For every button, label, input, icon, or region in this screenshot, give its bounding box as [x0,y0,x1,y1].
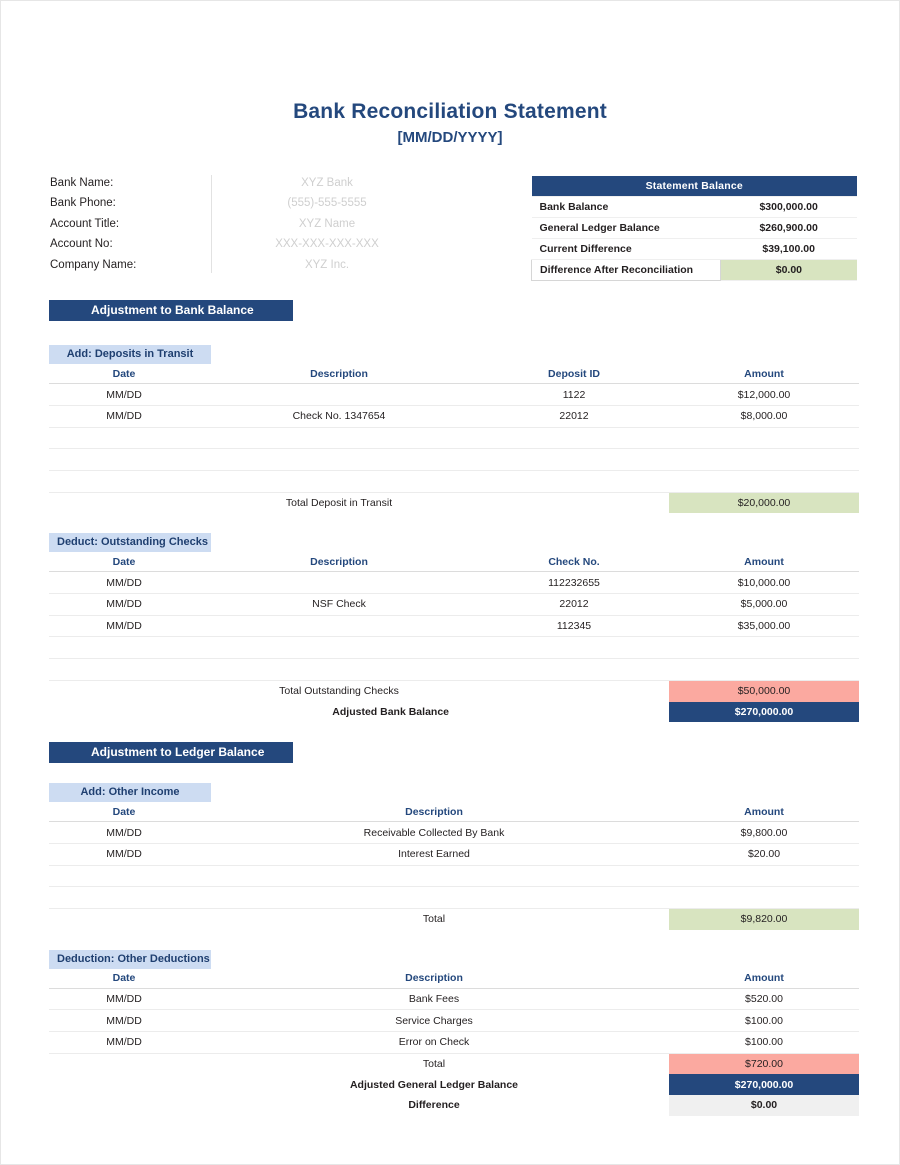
cell-description[interactable] [199,449,479,471]
cell-description[interactable]: Receivable Collected By Bank [199,822,669,844]
cell-amount[interactable] [669,471,859,493]
table-row [49,615,859,637]
table-header-row [49,552,859,572]
statement-balance-row [532,239,858,260]
cell-date[interactable] [49,449,199,471]
cell-amount[interactable]: $8,000.00 [669,405,859,427]
cell-date[interactable] [49,887,199,909]
cell-date[interactable] [49,637,199,659]
bank-info-row [50,172,440,193]
account-title-value[interactable]: XYZ Name [298,217,356,230]
cell-amount[interactable]: $10,000.00 [669,572,859,594]
cell-date[interactable]: MM/DD [49,594,199,616]
cell-description[interactable] [199,637,479,659]
table-header-row [49,802,859,822]
bank-name-label: Bank Name: [50,176,114,189]
statement-balance-row [532,260,858,281]
spacer-cell [49,680,199,701]
cell-deposit-id[interactable] [479,471,669,493]
table-row [49,594,859,616]
cell-amount[interactable] [669,659,859,681]
cell-check-no[interactable] [479,659,669,681]
bank-info-row [50,213,440,234]
cell-description[interactable]: Error on Check [199,1032,669,1054]
adjusted-general-ledger-balance-value[interactable]: $270,000.00 [669,1074,859,1095]
cell-description[interactable]: Bank Fees [199,988,669,1010]
spacer-cell [49,908,199,929]
bank-balance-value[interactable]: $300,000.00 [720,197,857,218]
difference-label: Difference [408,1099,460,1112]
subsection-outstanding-checks: Deduct: Outstanding Checks [49,533,211,552]
company-name-label: Company Name: [50,258,137,271]
col-deposit-id: Deposit ID [479,364,669,384]
col-amount: Amount [669,802,859,822]
cell-date[interactable] [49,471,199,493]
statement-balance-header: Statement Balance [532,176,858,197]
table-row [49,843,859,865]
spacer-cell [479,702,669,723]
table-row [49,405,859,427]
bank-info-row [50,193,440,214]
cell-check-no[interactable]: 22012 [479,594,669,616]
bank-info-table [50,172,440,275]
cell-date[interactable]: MM/DD [49,615,199,637]
cell-date[interactable]: MM/DD [49,384,199,406]
cell-amount[interactable]: $520.00 [669,988,859,1010]
cell-amount[interactable]: $12,000.00 [669,384,859,406]
col-date: Date [49,802,199,822]
total-row-other-income [49,908,859,929]
cell-amount[interactable]: $100.00 [669,1010,859,1032]
col-date: Date [49,552,199,572]
difference-row [49,1095,859,1116]
bank-balance-label: Bank Balance [532,197,721,218]
cell-check-no[interactable] [479,637,669,659]
spacer-cell [479,492,669,513]
table-row [49,822,859,844]
total-other-deductions-value[interactable]: $720.00 [669,1053,859,1074]
subsection-other-income: Add: Other Income [49,783,211,802]
cell-description[interactable] [199,471,479,493]
cell-date[interactable]: MM/DD [49,988,199,1010]
col-amount: Amount [669,969,859,989]
spacer-cell [49,1053,199,1074]
table-header-row [49,364,859,384]
title-block [1,1,899,146]
total-row-other-deductions [49,1053,859,1074]
cell-description[interactable] [199,615,479,637]
account-no-value[interactable]: XXX-XXX-XXX-XXX [275,238,379,250]
bank-phone-value[interactable]: (555)-555-5555 [287,197,367,209]
adjusted-bank-balance-label: Adjusted Bank Balance [332,705,449,718]
cell-amount[interactable]: $5,000.00 [669,594,859,616]
cell-description[interactable]: Check No. 1347654 [199,405,479,427]
cell-date[interactable]: MM/DD [49,405,199,427]
account-no-label: Account No: [50,238,113,250]
bank-info-row [50,254,440,275]
cell-date[interactable]: MM/DD [49,822,199,844]
cell-date[interactable]: MM/DD [49,843,199,865]
cell-amount[interactable] [669,637,859,659]
account-title-label: Account Title: [50,217,120,230]
cell-description[interactable] [199,865,669,887]
statement-balance-row [532,218,858,239]
spacer-cell [49,1074,199,1095]
spacer-cell [479,680,669,701]
total-other-deductions-label: Total [422,1058,446,1071]
table-row [49,572,859,594]
statement-date[interactable]: [MM/DD/YYYY] [397,129,503,147]
cell-amount[interactable] [669,449,859,471]
total-row-outstanding-checks [49,680,859,701]
cell-date[interactable] [49,865,199,887]
cell-date[interactable]: MM/DD [49,572,199,594]
section-banner-bank-balance: Adjustment to Bank Balance [49,300,293,321]
cell-amount[interactable]: $35,000.00 [669,615,859,637]
adjusted-bank-balance-row [49,702,859,723]
cell-deposit-id[interactable]: 22012 [479,405,669,427]
cell-deposit-id[interactable] [479,427,669,449]
cell-description[interactable] [199,572,479,594]
table-row-empty [49,887,859,909]
col-amount: Amount [669,364,859,384]
table-row-empty [49,427,859,449]
other-income-table [49,802,859,929]
page-title: Bank Reconciliation Statement [293,100,607,123]
bank-info-row [50,234,440,255]
table-row-empty [49,659,859,681]
adjusted-general-ledger-balance-row [49,1074,859,1095]
cell-check-no[interactable]: 112232655 [479,572,669,594]
current-difference-label: Current Difference [532,239,721,260]
statement-balance-header-row [532,176,858,197]
bank-phone-label: Bank Phone: [50,197,116,209]
cell-description[interactable]: NSF Check [199,594,479,616]
cell-amount[interactable] [669,887,859,909]
cell-check-no[interactable]: 112345 [479,615,669,637]
deposits-in-transit-table [49,364,859,513]
general-ledger-balance-value[interactable]: $260,900.00 [720,218,857,239]
col-description: Description [199,364,479,384]
total-other-income-value[interactable]: $9,820.00 [669,908,859,929]
cell-amount[interactable]: $100.00 [669,1032,859,1054]
difference-after-reconciliation-label: Difference After Reconciliation [532,260,721,281]
subsection-deposits-in-transit: Add: Deposits in Transit [49,345,211,364]
table-row [49,384,859,406]
table-header-row [49,969,859,989]
col-check-no: Check No. [479,552,669,572]
cell-amount[interactable]: $20.00 [669,843,859,865]
current-difference-value[interactable]: $39,100.00 [720,239,857,260]
total-deposit-in-transit-label: Total Deposit in Transit [285,497,393,510]
statement-balance-row [532,197,858,218]
cell-date[interactable]: MM/DD [49,1010,199,1032]
total-outstanding-checks-label: Total Outstanding Checks [279,685,399,698]
table-row-empty [49,471,859,493]
cell-amount[interactable] [669,427,859,449]
total-row-deposits [49,492,859,513]
table-row-empty [49,865,859,887]
section-banner-ledger-balance: Adjustment to Ledger Balance [49,742,293,763]
spacer-cell [49,492,199,513]
company-name-value[interactable]: XYZ Inc. [304,258,350,271]
table-row [49,1010,859,1032]
cell-deposit-id[interactable] [479,449,669,471]
subsection-other-deductions: Deduction: Other Deductions [49,950,211,969]
cell-amount[interactable] [669,865,859,887]
outstanding-checks-table [49,552,859,722]
general-ledger-balance-label: General Ledger Balance [532,218,721,239]
cell-description[interactable]: Service Charges [199,1010,669,1032]
adjusted-general-ledger-balance-label: Adjusted General Ledger Balance [349,1078,519,1091]
cell-description[interactable]: Interest Earned [199,843,669,865]
table-row-empty [49,637,859,659]
cell-description[interactable] [199,887,669,909]
other-deductions-table [49,969,859,1116]
col-date: Date [49,364,199,384]
difference-value[interactable]: $0.00 [669,1095,859,1116]
difference-after-reconciliation-value[interactable]: $0.00 [720,260,857,281]
spacer-cell [49,702,199,723]
cell-date[interactable] [49,427,199,449]
total-deposit-in-transit-value[interactable]: $20,000.00 [669,492,859,513]
cell-date[interactable]: MM/DD [49,1032,199,1054]
total-outstanding-checks-value[interactable]: $50,000.00 [669,680,859,701]
col-amount: Amount [669,552,859,572]
cell-description[interactable] [199,427,479,449]
cell-description[interactable] [199,659,479,681]
adjusted-bank-balance-value[interactable]: $270,000.00 [669,702,859,723]
col-description: Description [199,969,669,989]
col-date: Date [49,969,199,989]
col-description: Description [199,802,669,822]
table-row [49,988,859,1010]
table-row-empty [49,449,859,471]
header-info-region [1,172,899,284]
statement-balance-table [531,176,857,281]
cell-deposit-id[interactable]: 1122 [479,384,669,406]
col-description: Description [199,552,479,572]
table-row [49,1032,859,1054]
bank-name-value[interactable]: XYZ Bank [301,176,353,189]
spacer-cell [49,1095,199,1116]
cell-amount[interactable]: $9,800.00 [669,822,859,844]
total-other-income-label: Total [422,913,446,926]
cell-description[interactable] [199,384,479,406]
cell-date[interactable] [49,659,199,681]
